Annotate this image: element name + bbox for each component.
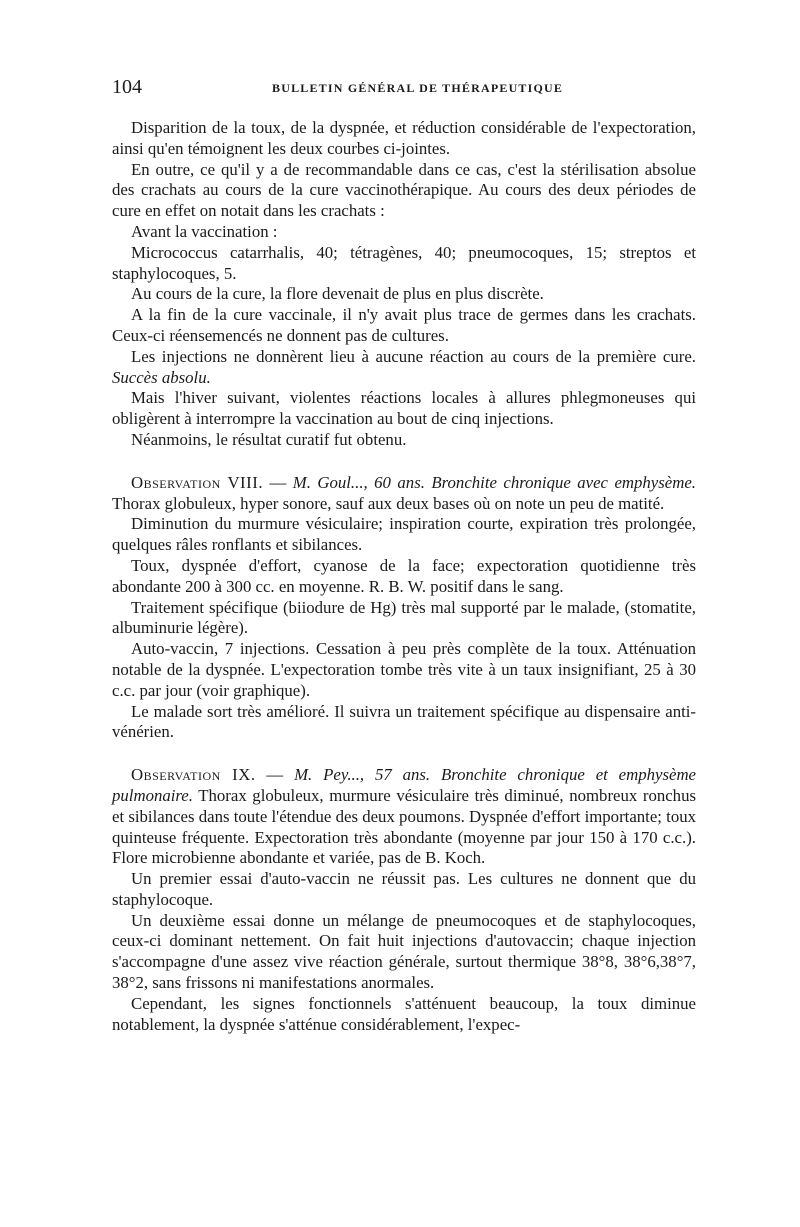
paragraph: Traitement spécifique (biiodure de Hg) très mal supporté par le malade, (stomatite, albuminurie légère). (112, 597, 696, 638)
running-title: BULLETIN GÉNÉRAL DE THÉRAPEUTIQUE (272, 81, 564, 95)
observation-ix-heading (112, 765, 696, 869)
paragraph: Toux, dyspnée d'effort, cyanose de la face; expectoration quotidienne très abondante 200 à 300 cc. en moyenne. R. B. W. positif dans le sang. (112, 555, 696, 596)
paragraph: Auto-vaccin, 7 injections. Cessation à peu près complète de la toux. Atténuation notable de la dyspnée. L'expectoration tombe très vite à un taux insignifiant, 25 à 30 c.c. par jour (voir graphique). (112, 639, 696, 700)
patient-diagnosis: M. Pey..., 57 ans. Bronchite chronique et emphysème pulmonaire. (112, 765, 697, 805)
paragraph: Un premier essai d'auto-vaccin ne réussit pas. Les cultures ne donnent que du staphylocoque. (112, 869, 696, 909)
paragraph: Le malade sort très amélioré. Il suivra un traitement spécifique au dispensaire anti-vénérien. (112, 701, 696, 742)
patient-diagnosis: M. Goul..., 60 ans. Bronchite chronique avec emphysème. (292, 472, 697, 492)
paragraph: A la fin de la cure vaccinale, il n'y avait plus trace de germes dans les crachats. Ceux-ci réensemencés ne donnent pas de cultures. (112, 305, 696, 345)
paragraph: Néanmoins, le résultat curatif fut obtenu. (131, 429, 407, 449)
paragraph: Au cours de la cure, la flore devenait de plus en plus discrète. (131, 284, 544, 304)
page-number: 104 (112, 76, 142, 98)
observation-text: Thorax globuleux, hyper sonore, sauf aux deux bases où on note un peu de matité. (112, 493, 665, 513)
paragraph: Mais l'hiver suivant, violentes réactions locales à allures phlegmoneuses qui obligèrent à interrompre la vaccination au bout de cinq injections. (112, 388, 696, 429)
body-text (112, 118, 696, 1035)
paragraph: Avant la vaccination : (131, 221, 278, 241)
observation-label: Observation IX. (131, 765, 256, 785)
observation-label: Observation VIII. (131, 472, 264, 492)
paragraph: Disparition de la toux, de la dyspnée, et réduction considérable de l'expectoration, ainsi qu'en témoignent les deux courbes ci-jointes. (112, 118, 696, 158)
paragraph: Cependant, les signes fonctionnels s'atténuent beaucoup, la toux diminue notablement, la dyspnée s'atténue considérablement, l'expec- (112, 993, 696, 1034)
observation-dash: — (263, 472, 293, 492)
paragraph: Un deuxième essai donne un mélange de pneumocoques et de staphylocoques, ceux-ci dominant nettement. On fait huit injections d'autovaccin; chaque injection s'accompagne d'une assez vive réaction générale, surtout thermique 38°8, 38°6,38°7, 38°2, sans frissons ni manifestations anormales. (112, 910, 696, 993)
paragraph: En outre, ce qu'il y a de recommandable dans ce cas, c'est la stérilisation absolue des crachats au cours de la cure vaccinothérapique. Au cours des deux périodes de cure en effet on notait dans les crachats : (112, 159, 696, 221)
paragraph: Micrococcus catarrhalis, 40; tétragènes, 40; pneumocoques, 15; streptos et staphylocoques, 5. (112, 242, 696, 283)
paragraph-text: Les injections ne donnèrent lieu à aucune réaction au cours de la première cure. (131, 346, 696, 366)
observation-text: Thorax globuleux, murmure vésiculaire très diminué, nombreux ronchus et sibilances dans toute l'étendue des deux poumons. Dyspnée d'effort importante; toux quinteuse fréquente. Expectoration très abondante (moyenne par jour 150 à 170 c.c.). Flore microbienne abondante et variée, pas de B. Koch. (112, 785, 696, 868)
paragraph (112, 347, 696, 389)
success-phrase: Succès absolu. (112, 367, 211, 387)
observation-viii-heading (112, 473, 696, 515)
paragraph: Diminution du murmure vésiculaire; inspiration courte, expiration très prolongée, quelques râles ronflants et sibilances. (112, 514, 696, 555)
observation-dash: — (255, 765, 295, 785)
page-header (112, 76, 696, 100)
